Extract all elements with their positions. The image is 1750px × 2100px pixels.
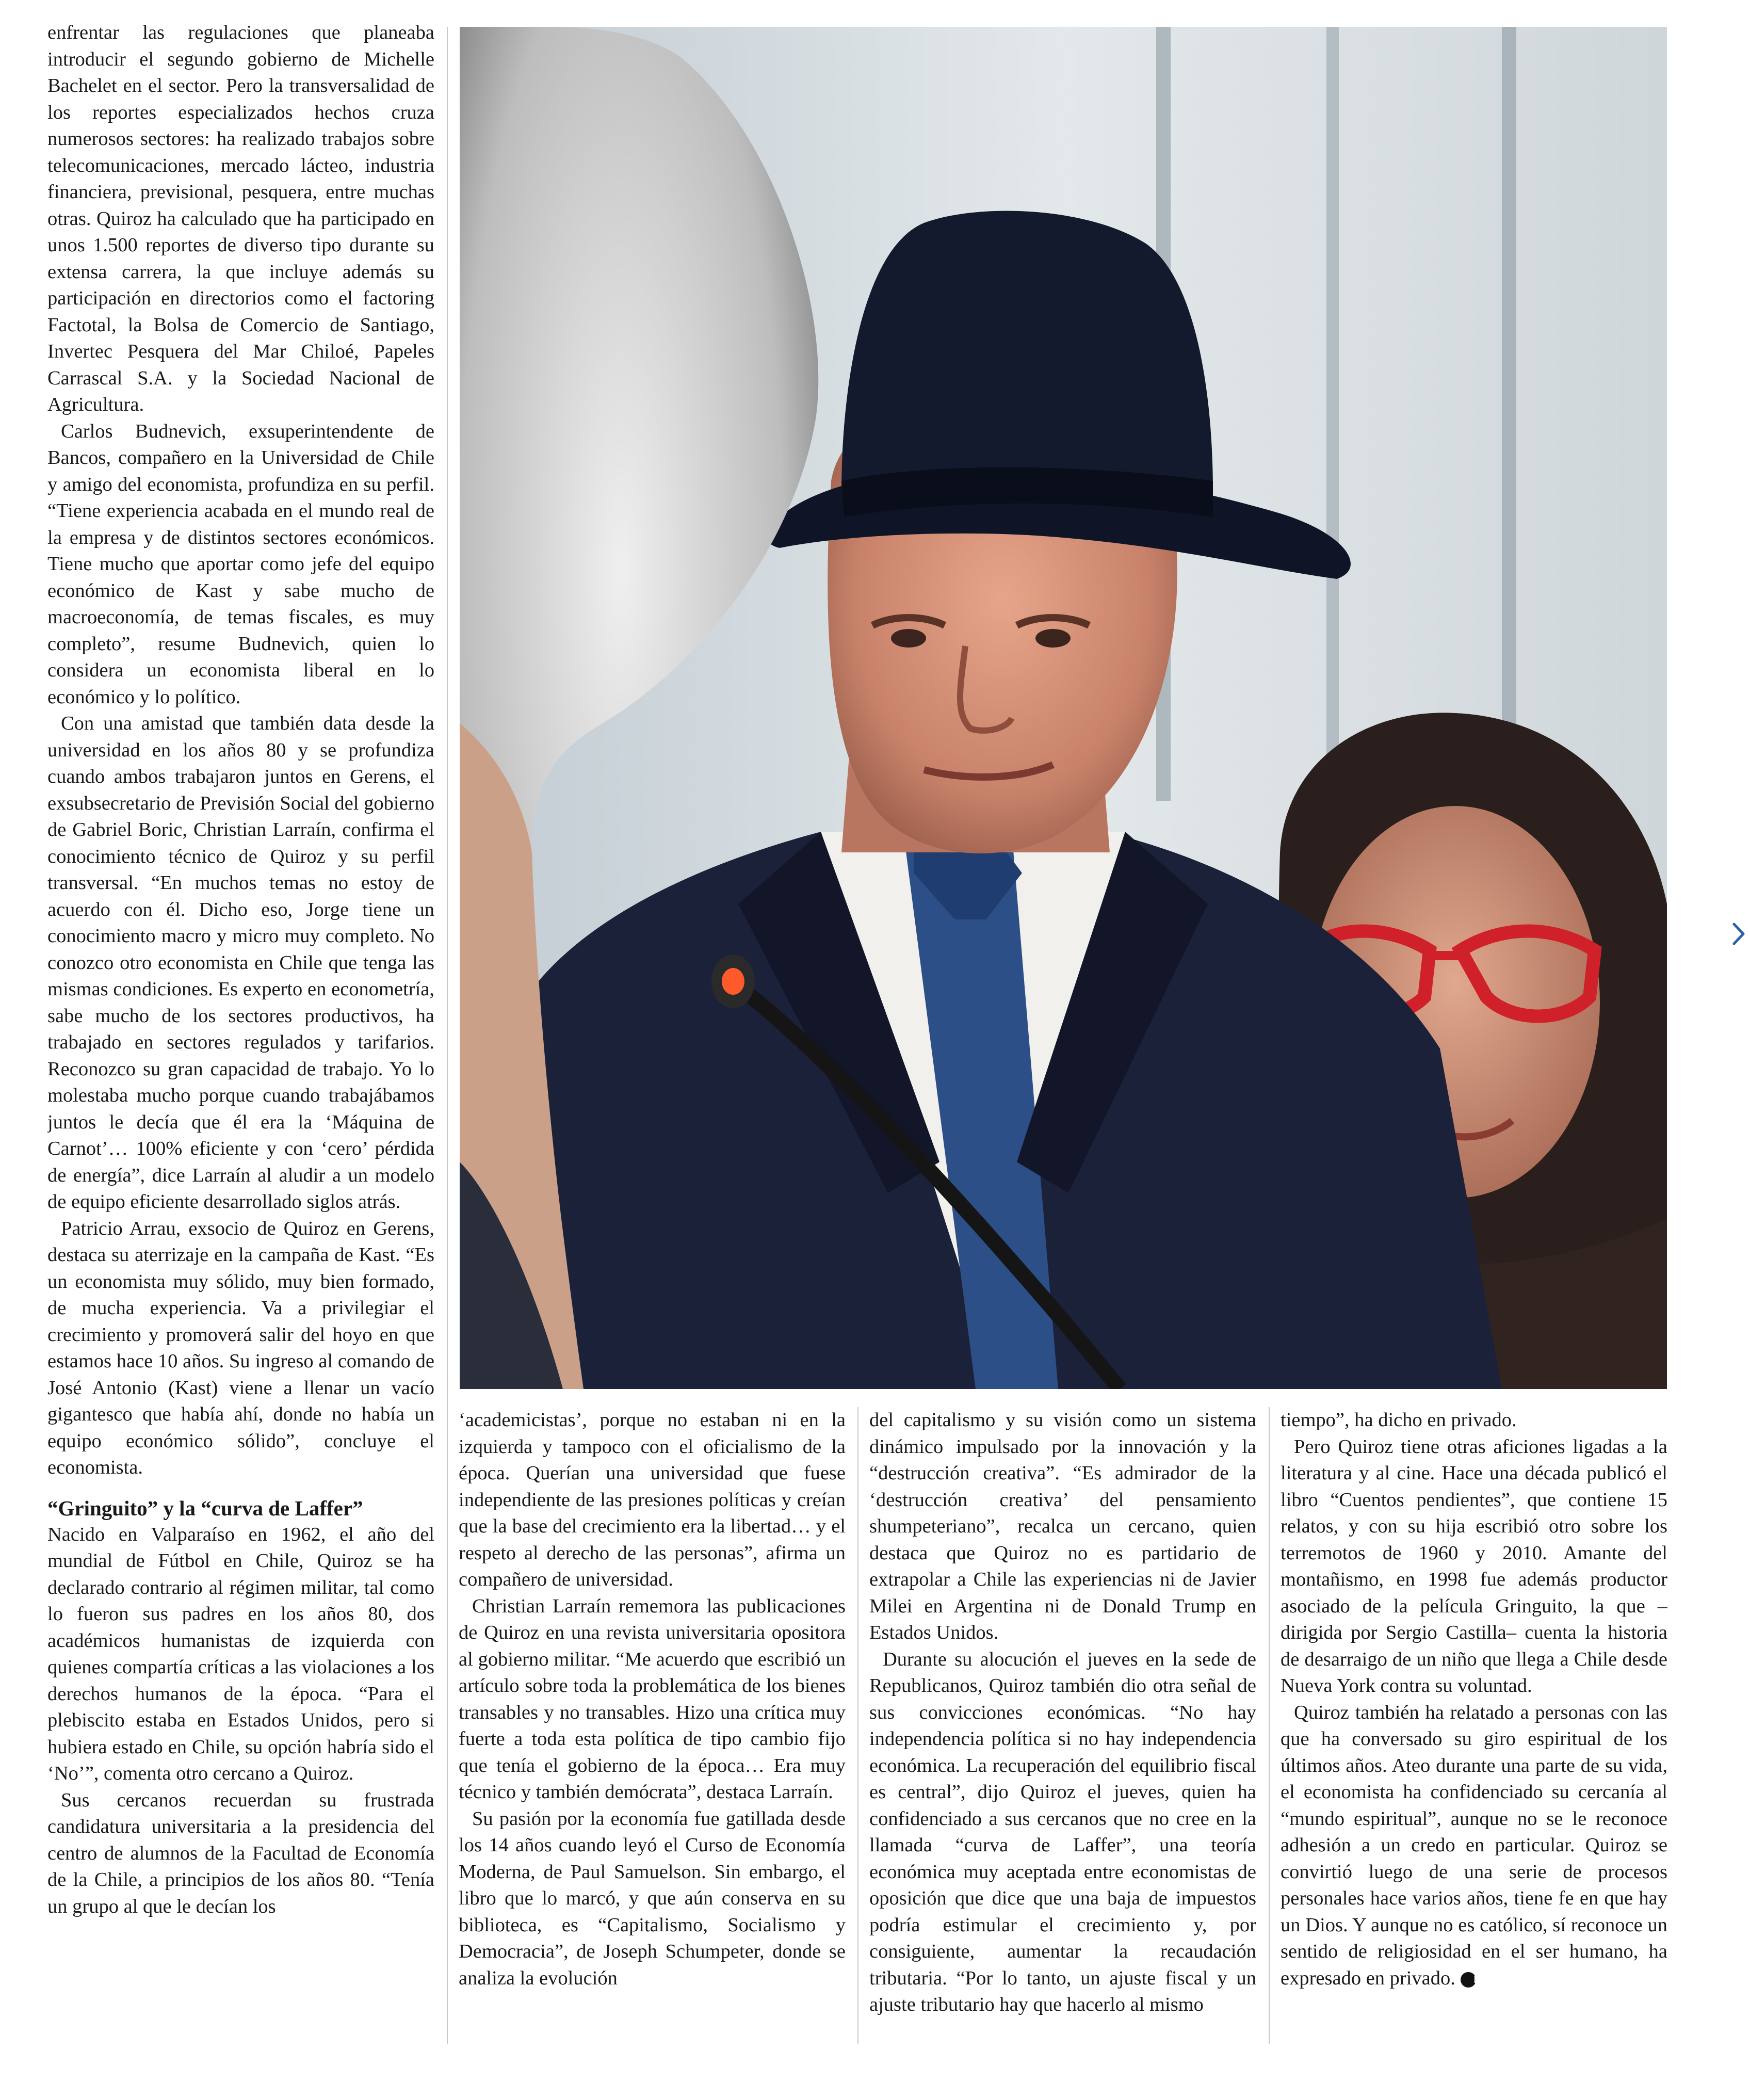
- paragraph: Con una amistad que también data desde la universidad en los años 80 y se profundiza cuando ambos trabajaron juntos en Gerens, el exsubsecretario de Previsión Social del gobierno de Gabriel Boric, Christian Larraín, confirma el conocimiento técnico de Quiroz y su perfil transversal. “En muchos temas no estoy de acuerdo con él. Dicho eso, Jorge tiene un conocimiento macro y micro muy completo. No conozco otro economista en Chile que tenga las mismas condiciones. Es experto en econometría, sabe mucho de los sectores productivos, ha trabajado en sectores regulados y tarifarios. Reconozco su gran capacidad de trabajo. Yo lo molestaba mucho porque cuando trabajábamos juntos le decía que él era la ‘Máquina de Carnot’… 100% eficiente y con ‘cero’ pérdida de energía”, dice Larraín al aludir a un modelo de equipo eficiente desarrollado siglos atrás.: [47, 713, 434, 1213]
- paragraph: Pero Quiroz tiene otras aficiones ligadas a la literatura y al cine. Hace una década publicó el libro “Cuentos pendientes”, que contiene 15 relatos, y con su hija escribió otro sobre los terremotos de 1960 y 2010. Amante del montañismo, en 1998 fue además productor asociado de la película Gringuito, la que –dirigida por Sergio Castilla– cuenta la historia de desarraigo de un niño que llega a Chile desde Nueva York contra su voluntad.: [1281, 1435, 1667, 1697]
- article-column-2: [459, 1407, 846, 2047]
- paragraph: del capitalismo y su visión como un sistema dinámico impulsado por la innovación y la “destrucción creativa”. “Es admirador de la ‘destrucción creativa’ del pensamiento shumpeteriano”, recalca un cercano, quien destaca que Quiroz no es partidario de extrapolar a Chile las experiencias ni de Javier Milei en Argentina ni de Donald Trump en Estados Unidos.: [869, 1409, 1256, 1643]
- paragraph: Carlos Budnevich, exsuperintendente de Bancos, compañero en la Universidad de Chile y amigo del economista, profundiza en su perfil. “Tiene experiencia acabada en el mundo real de la empresa y de distintos sectores económicos. Tiene mucho que aportar como jefe del equipo económico de Kast y sabe mucho de macroeconomía, de temas fiscales, es muy completo”, resume Budnevich, quien lo considera un economista liberal en lo económico y lo político.: [47, 420, 434, 708]
- man-in-fedora-photo: [460, 27, 1667, 1389]
- paragraph: Sus cercanos recuerdan su frustrada candidatura universitaria a la presidencia del centro de alumnos de la Facultad de Economía de la Chile, a principios de los años 80. “Tenía un grupo al que le decían los: [47, 1789, 434, 1917]
- paragraph: Durante su alocución el jueves en la sede de Republicanos, Quiroz también dio otra señal de sus convicciones económicas. “No hay independencia política si no hay independencia económica. La recuperación del equilibrio fiscal es central”, dijo Quiroz el jueves, quien ha confidenciado a sus cercanos que no cree en la llamada “curva de Laffer”, una teoría económica muy aceptada entre economistas de oposición que dice que una baja de impuestos podría estimular el crecimiento y, por consiguiente, aumentar la recaudación tributaria. “Por lo tanto, un ajuste fiscal y un ajuste tributario hay que hacerlo al mismo: [869, 1648, 1256, 2015]
- end-mark-icon: P: [1461, 1972, 1476, 1988]
- paragraph-text: Quiroz también ha relatado a personas con las que ha conversado su giro espiritual de los últimos años. Ateo durante una parte de su vida, el economista ha confidenciado su cercanía al “mundo espiritual”, aunque no se le reconoce adhesión a un credo en particular. Quiroz se convirtió luego de una serie de procesos personales hace varios años, tiene fe en que hay un Dios. Y aunque no es católico, sí reconoce un sentido de religiosidad en el ser humano, ha expresado en privado.: [1281, 1701, 1667, 1989]
- article-column-3: [869, 1407, 1256, 2047]
- paragraph: tiempo”, ha dicho en privado.: [1281, 1409, 1517, 1431]
- paragraph: enfrentar las regulaciones que planeaba introducir el segundo gobierno de Michelle Bachelet en el sector. Pero la transversalidad de los reportes especializados hechos cruza numerosos sectores: ha realizado trabajos sobre telecomunicaciones, mercado lácteo, industria financiera, previsional, pesquera, entre muchas otras. Quiroz ha calculado que ha participado en unos 1.500 reportes de diverso tipo durante su extensa carrera, la que incluye además su participación en directorios como el factoring Factotal, la Bolsa de Comercio de Santiago, Invertec Pesquera del Mar Chiloé, Papeles Carrascal S.A. y la Sociedad Nacional de Agricultura.: [47, 22, 434, 415]
- section-subhead: “Gringuito” y la “curva de Laffer”: [47, 1496, 363, 1520]
- paragraph: Patricio Arrau, exsocio de Quiroz en Gerens, destaca su aterrizaje en la campaña de Kast. “Es un economista muy sólido, muy bien formado, de mucha experiencia. Va a privilegiar el crecimiento y promoverá salir del hoyo en que estamos hace 10 años. Su ingreso al comando de José Antonio (Kast) viene a llenar un vacío gigantesco que había ahí, donde no había un equipo económico sólido”, concluye el economista.: [47, 1217, 434, 1478]
- column-rule: [1269, 1407, 1270, 2044]
- column-rule: [447, 27, 448, 2044]
- paragraph: ‘academicistas’, porque no estaban ni en la izquierda y tampoco con el oficialismo de la época. Querían una universidad que fuese independiente de las presiones políticas y creían que la base del crecimiento era la libertad… y el respeto al derecho de las personas”, afirma un compañero de universidad.: [459, 1409, 846, 1590]
- article-column-left: [47, 20, 434, 2042]
- paragraph: Nacido en Valparaíso en 1962, el año del mundial de Fútbol en Chile, Quiroz se ha declarado contrario al régimen militar, tal como lo fueron sus padres en los años 80, dos académicos humanistas de izquierda con quienes compartía críticas a las violaciones a los derechos humanos de la época. “Para el plebiscito estaba en Estados Unidos, pero si hubiera estado en Chile, su opción habría sido el ‘No’”, comenta otro cercano a Quiroz.: [47, 1523, 434, 1784]
- next-page-button[interactable]: [1731, 921, 1746, 947]
- chevron-right-icon: [1731, 921, 1746, 947]
- paragraph: Su pasión por la economía fue gatillada desde los 14 años cuando leyó el Curso de Economía Moderna, de Paul Samuelson. Sin embargo, el libro que lo marcó, y que aún conserva en su biblioteca, es “Capitalismo, Socialismo y Democracia”, de Joseph Schumpeter, donde se analiza la evolución: [459, 1807, 846, 1989]
- paragraph: [1281, 1700, 1667, 1992]
- article-column-4: [1281, 1407, 1667, 2047]
- paragraph: Christian Larraín rememora las publicaciones de Quiroz en una revista universitaria opositora al gobierno militar. “Me acuerdo que escribió un artículo sobre toda la problemática de los bienes transables y no transables. Hizo una crítica muy fuerte a toda esta política de tipo cambio fijo que tenía el gobierno de la época… Era muy técnico y también demócrata”, destaca Larraín.: [459, 1595, 846, 1803]
- column-rule: [857, 1407, 858, 2044]
